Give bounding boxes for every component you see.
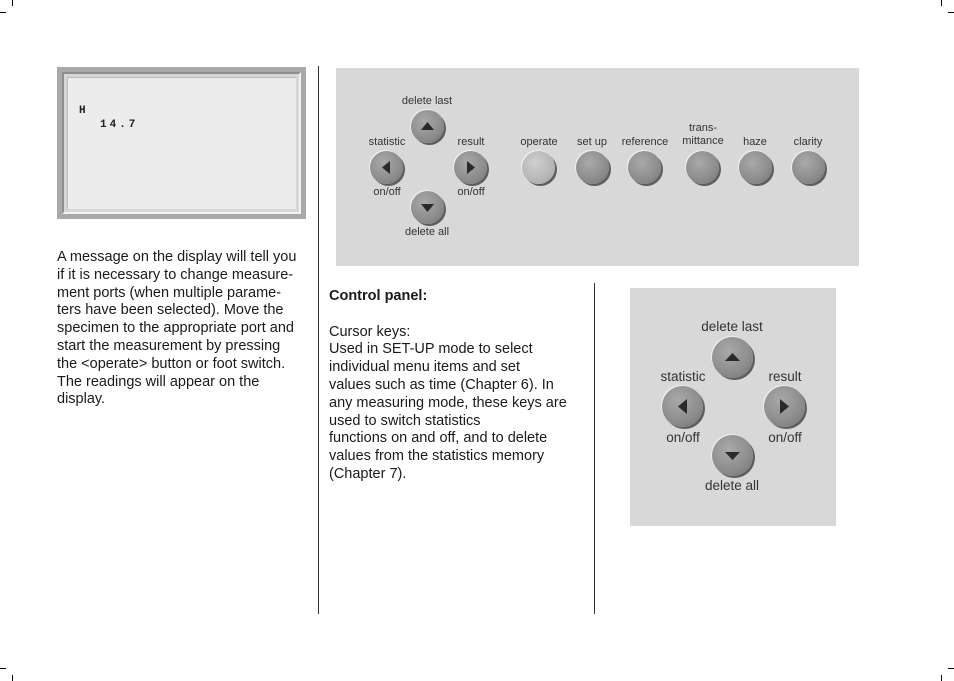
label-haze: haze	[743, 136, 767, 148]
description-line: values from the statistics memory	[329, 448, 545, 465]
description-line: any measuring mode, these keys are	[329, 394, 567, 411]
cursor-up-button[interactable]	[411, 110, 444, 143]
arrow-right-icon	[780, 399, 789, 414]
label-set-up: set up	[577, 136, 607, 148]
paragraph-line: specimen to the appropriate port and	[57, 320, 294, 337]
label-delete-last: delete last	[701, 319, 763, 334]
cursor-up-button[interactable]	[712, 337, 753, 378]
label-delete-all: delete all	[404, 226, 450, 238]
paragraph-line: the <operate> button or foot switch.	[57, 355, 286, 372]
description-line: functions on and off, and to delete	[329, 430, 548, 447]
arrow-right-icon	[467, 161, 475, 174]
crop-mark	[12, 0, 13, 6]
transmittance-button[interactable]	[686, 151, 719, 184]
paragraph-line: The readings will appear on the	[57, 373, 260, 390]
cursor-right-button[interactable]	[764, 386, 805, 427]
operate-button[interactable]	[522, 151, 555, 184]
description-line: Used in SET-UP mode to select	[329, 341, 533, 358]
label-clarity: clarity	[793, 136, 823, 148]
cursor-down-button[interactable]	[712, 435, 753, 476]
label-on-off-right: on/off	[768, 430, 802, 445]
column-divider	[594, 283, 595, 614]
control-panel-description	[329, 288, 589, 484]
display-line-2: 14.7	[100, 119, 139, 131]
description-line: individual menu items and set	[329, 359, 521, 376]
reference-button[interactable]	[628, 151, 661, 184]
clarity-button[interactable]	[792, 151, 825, 184]
label-on-off-left: on/off	[373, 186, 401, 198]
cursor-down-button[interactable]	[411, 191, 444, 224]
label-delete-last: delete last	[401, 95, 453, 107]
label-transmittance-1: trans-	[688, 122, 718, 134]
display-message-paragraph	[57, 249, 312, 409]
label-statistic: statistic	[368, 136, 406, 148]
crop-mark	[0, 668, 6, 669]
crop-mark	[948, 668, 954, 669]
label-result: result	[768, 369, 802, 384]
crop-mark	[941, 0, 942, 6]
haze-button[interactable]	[739, 151, 772, 184]
control-panel-illustration	[336, 68, 859, 266]
description-line: used to switch statistics	[329, 412, 481, 429]
label-operate: operate	[520, 136, 558, 148]
cursor-left-button[interactable]	[370, 151, 403, 184]
label-on-off-left: on/off	[666, 430, 700, 445]
label-reference: reference	[621, 136, 669, 148]
column-divider	[318, 66, 319, 614]
label-transmittance-2: mittance	[682, 135, 724, 147]
label-delete-all: delete all	[704, 478, 760, 493]
label-result: result	[457, 136, 485, 148]
paragraph-line: ment ports (when multiple parame-	[57, 284, 282, 301]
crop-mark	[941, 675, 942, 681]
paragraph-line: start the measurement by pressing	[57, 337, 281, 354]
display-line-1: H	[79, 105, 86, 117]
crop-mark	[948, 12, 954, 13]
description-line: values such as time (Chapter 6). In	[329, 376, 554, 393]
arrow-up-icon	[725, 353, 740, 361]
crop-mark	[0, 12, 6, 13]
arrow-left-icon	[678, 399, 687, 414]
set-up-button[interactable]	[576, 151, 609, 184]
arrow-left-icon	[382, 161, 390, 174]
paragraph-line: ters have been selected). Move the	[57, 302, 284, 319]
label-on-off-right: on/off	[457, 186, 485, 198]
cursor-right-button[interactable]	[454, 151, 487, 184]
description-line: (Chapter 7).	[329, 465, 407, 482]
label-statistic: statistic	[660, 369, 706, 384]
arrow-down-icon	[725, 452, 740, 460]
cursor-left-button[interactable]	[662, 386, 703, 427]
crop-mark	[12, 675, 13, 681]
paragraph-line: if it is necessary to change measure-	[57, 266, 294, 283]
display-illustration	[57, 67, 306, 219]
arrow-down-icon	[421, 204, 434, 212]
paragraph-line: A message on the display will tell you	[57, 249, 297, 265]
arrow-up-icon	[421, 122, 434, 130]
cursor-keys-illustration	[630, 288, 836, 526]
paragraph-line: display.	[57, 391, 106, 408]
control-panel-heading: Control panel:	[329, 288, 428, 304]
cursor-keys-subheading: Cursor keys:	[329, 323, 411, 340]
